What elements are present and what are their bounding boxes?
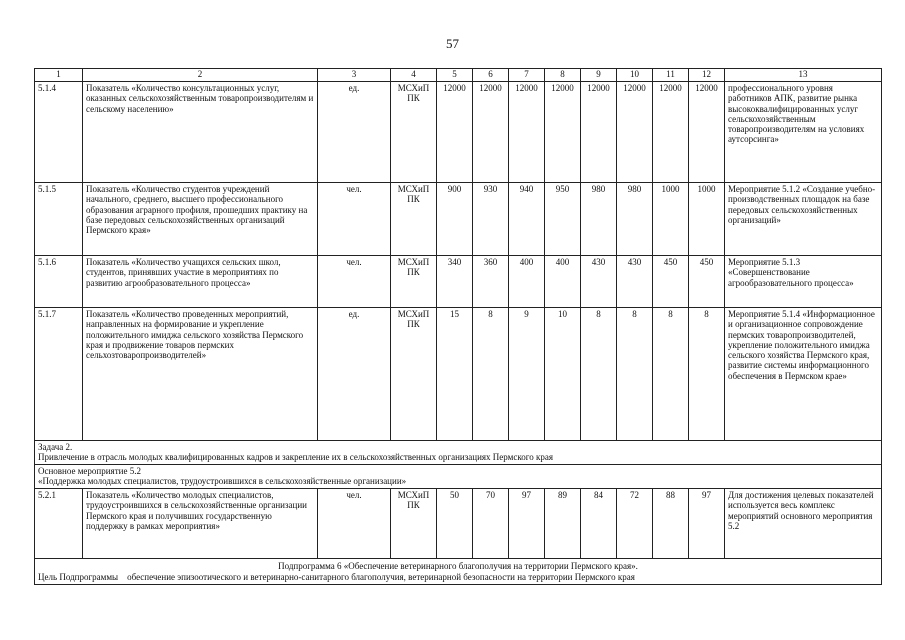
value-cell: 1000 [689,183,725,256]
value-cell: 12000 [545,82,581,183]
measure-row [35,465,882,489]
value-cell: 940 [509,183,545,256]
value-cell: 88 [653,489,689,559]
row-number: 5.1.5 [35,183,83,256]
row-number: 5.1.4 [35,82,83,183]
row-number: 5.1.6 [35,256,83,308]
source-cell: МСХиП ПК [391,489,437,559]
note-cell: Мероприятие 5.1.4 «Информационное и организационное сопровождение пермских товаропроизводителей, укрепление положительного имиджа сельского хозяйства Пермского края, развитие системы информационного обеспечения в Пермском крае» [725,308,882,441]
value-cell: 72 [617,489,653,559]
unit-cell: ед. [318,82,391,183]
indicator-name: Показатель «Количество консультационных услуг, оказанных сельскохозяйственным товаропроизводителям и сельскому населению» [83,82,318,183]
subprogram-row [35,559,882,585]
value-cell: 8 [689,308,725,441]
unit-cell: чел. [318,489,391,559]
value-cell: 340 [437,256,473,308]
table-row [35,308,882,441]
subprogram-goal-label: Цель Подпрограммы [38,572,119,583]
value-cell: 430 [581,256,617,308]
measure-label: Основное мероприятие 5.2 [38,466,141,476]
note-cell: Мероприятие 5.1.3 «Совершенствование агрообразовательного процесса» [725,256,882,308]
value-cell: 430 [617,256,653,308]
indicator-name: Показатель «Количество студентов учреждений начального, среднего, высшего профессионального образования аграрного профиля, прошедших практику на базе передовых сельскохозяйственных организаций Пермского края» [83,183,318,256]
subprogram-goal [38,572,878,582]
value-cell: 12000 [581,82,617,183]
value-cell: 97 [509,489,545,559]
value-cell: 360 [473,256,509,308]
task-row [35,441,882,465]
indicator-name: Показатель «Количество учащихся сельских школ, студентов, принявших участие в мероприятиях по развитию агрообразовательного процесса» [83,256,318,308]
task-text: Привлечение в отрасль молодых квалифицированных кадров и закрепление их в сельскохозяйственных организациях Пермского края [38,452,553,463]
source-cell: МСХиП ПК [391,308,437,441]
value-cell: 450 [653,256,689,308]
value-cell: 980 [581,183,617,256]
value-cell: 8 [653,308,689,441]
header-cell: 13 [725,69,882,82]
header-cell: 6 [473,69,509,82]
header-cell: 2 [83,69,318,82]
header-cell: 7 [509,69,545,82]
task-label: Задача 2. [38,442,73,452]
table-row [35,82,882,183]
value-cell: 8 [617,308,653,441]
header-cell: 3 [318,69,391,82]
unit-cell: чел. [318,183,391,256]
value-cell: 89 [545,489,581,559]
value-cell: 15 [437,308,473,441]
subprogram-goal-text: обеспечение эпизоотического и ветеринарно-санитарного благополучия, ветеринарной безопасности на территории Пермского края [127,572,635,583]
value-cell: 900 [437,183,473,256]
value-cell: 450 [689,256,725,308]
value-cell: 930 [473,183,509,256]
header-cell: 10 [617,69,653,82]
value-cell: 400 [509,256,545,308]
measure-cell [35,465,882,489]
value-cell: 980 [617,183,653,256]
row-number: 5.1.7 [35,308,83,441]
header-cell: 4 [391,69,437,82]
header-cell: 12 [689,69,725,82]
note-cell: Мероприятие 5.1.2 «Создание учебно-производственных площадок на базе передовых сельскохозяйственных организаций» [725,183,882,256]
value-cell: 950 [545,183,581,256]
value-cell: 97 [689,489,725,559]
value-cell: 9 [509,308,545,441]
header-cell: 11 [653,69,689,82]
measure-text: «Поддержка молодых специалистов, трудоустроившихся в сельскохозяйственные организации» [38,476,407,487]
value-cell: 12000 [509,82,545,183]
header-cell: 5 [437,69,473,82]
table-row [35,183,882,256]
task-cell [35,441,882,465]
note-cell: профессионального уровня работников АПК, развитие рынка высококвалифицированных услуг сельскохозяйственным товаропроизводителям на условиях аутсорсинга» [725,82,882,183]
subprogram-cell [35,559,882,585]
value-cell: 12000 [653,82,689,183]
value-cell: 1000 [653,183,689,256]
value-cell: 400 [545,256,581,308]
value-cell: 12000 [437,82,473,183]
indicator-name: Показатель «Количество молодых специалистов, трудоустроившихся в сельскохозяйственные организации Пермского края и получивших государственную поддержку в рамках мероприятия» [83,489,318,559]
value-cell: 12000 [473,82,509,183]
table-row [35,256,882,308]
header-cell: 8 [545,69,581,82]
value-cell: 84 [581,489,617,559]
header-cell: 1 [35,69,83,82]
indicator-name: Показатель «Количество проведенных мероприятий, направленных на формирование и укрепление положительного имиджа сельского хозяйства Пермского края и продвижение товаров пермских сельхозтоваропроизводителей» [83,308,318,441]
page-number: 57 [446,36,459,51]
value-cell: 50 [437,489,473,559]
source-cell: МСХиП ПК [391,256,437,308]
value-cell: 8 [473,308,509,441]
indicators-table [34,68,882,585]
source-cell: МСХиП ПК [391,82,437,183]
value-cell: 10 [545,308,581,441]
value-cell: 12000 [689,82,725,183]
subprogram-title: Подпрограмма 6 «Обеспечение ветеринарного благополучия на территории Пермского края». [278,561,638,571]
unit-cell: ед. [318,308,391,441]
value-cell: 70 [473,489,509,559]
table-row [35,489,882,559]
unit-cell: чел. [318,256,391,308]
value-cell: 12000 [617,82,653,183]
value-cell: 8 [581,308,617,441]
header-cell: 9 [581,69,617,82]
note-cell: Для достижения целевых показателей используется весь комплекс мероприятий основного мероприятия 5.2 [725,489,882,559]
header-row [35,69,882,82]
source-cell: МСХиП ПК [391,183,437,256]
row-number: 5.2.1 [35,489,83,559]
